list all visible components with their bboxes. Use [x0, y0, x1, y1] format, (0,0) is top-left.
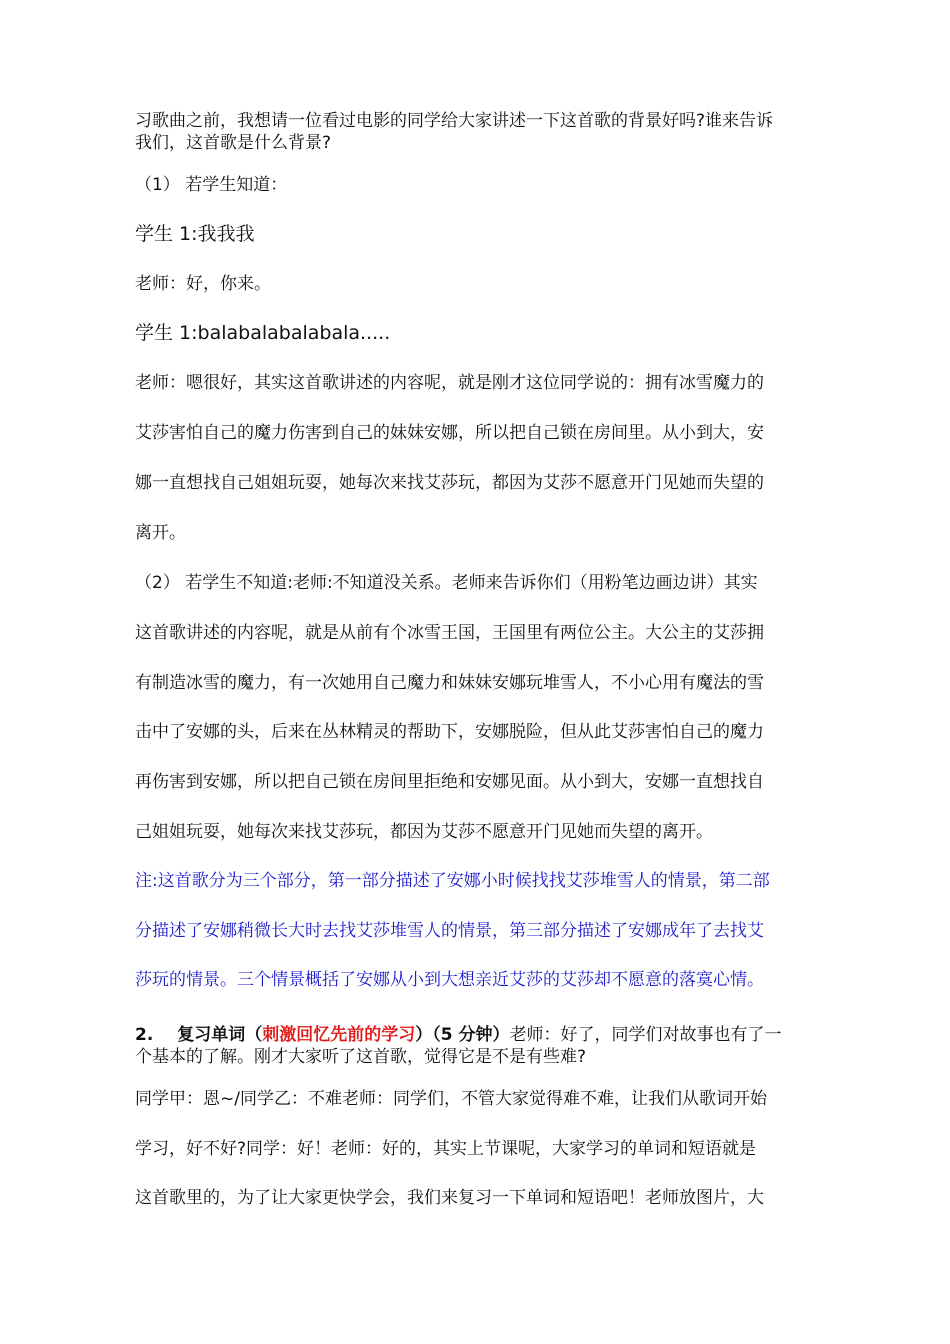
note-line: 注:这首歌分为三个部分，第一部分描述了安娜小时候找找艾莎堆雪人的情景，第二部 [135, 871, 770, 891]
intro-line-2: 我们，这首歌是什么背景? [135, 133, 332, 153]
case1-teacher-para-line: 艾莎害怕自己的魔力伤害到自己的妹妹安娜，所以把自己锁在房间里。从小到大，安 [135, 423, 764, 443]
case1-teacher-para-line: 娜一直想找自己姐姐玩耍，她每次来找艾莎玩，都因为艾莎不愿意开门见她而失望的 [135, 473, 764, 493]
case2-para-line: 再伤害到安娜，所以把自己锁在房间里拒绝和安娜见面。从小到大，安娜一直想找自 [135, 772, 764, 792]
section2-para-line: 这首歌里的，为了让大家更快学会，我们来复习一下单词和短语吧！老师放图片，大 [135, 1188, 764, 1208]
section2-para-line: 同学甲：恩~/同学乙：不难老师：同学们，不管大家觉得难不难，让我们从歌词开始 [135, 1089, 767, 1109]
section2-para-line: 学习，好不好?同学：好！老师：好的，其实上节课呢，大家学习的单词和短语就是 [135, 1139, 757, 1159]
case1-teacher-para-line: 老师：嗯很好，其实这首歌讲述的内容呢，就是刚才这位同学说的：拥有冰雪魔力的 [135, 373, 764, 393]
case1-heading: （1） 若学生知道： [135, 175, 288, 195]
section2-title-a: 复习单词（ [177, 1025, 263, 1045]
note-line: 莎玩的情景。三个情景概括了安娜从小到大想亲近艾莎的艾莎却不愿意的落寞心情。 [135, 970, 764, 990]
case1-teacher-para-line: 离开。 [135, 523, 186, 543]
section2-rest-line1: 老师：好了，同学们对故事也有了一 [509, 1025, 782, 1045]
case1-student-line: 学生 1:我我我 [135, 223, 255, 245]
case2-para-line: 己姐姐玩耍，她每次来找艾莎玩，都因为艾莎不愿意开门见她而失望的离开。 [135, 822, 713, 842]
section2-heading-line [135, 1024, 782, 1046]
section2-line-2: 个基本的了解。刚才大家听了这首歌，觉得它是不是有些难? [135, 1047, 587, 1067]
case1-student-speech: 学生 1:balabalabalabala..... [135, 322, 391, 344]
section2-number: 2. [135, 1025, 154, 1045]
case2-para-line: （2） 若学生不知道:老师:不知道没关系。老师来告诉你们（用粉笔边画边讲）其实 [135, 573, 758, 593]
case2-para-line: 这首歌讲述的内容呢，就是从前有个冰雪王国，王国里有两位公主。大公主的艾莎拥 [135, 623, 764, 643]
intro-line-1: 习歌曲之前，我想请一位看过电影的同学给大家讲述一下这首歌的背景好吗?谁来告诉 [135, 111, 774, 131]
case1-teacher-line: 老师：好，你来。 [135, 274, 271, 294]
case2-para-line: 有制造冰雪的魔力，有一次她用自己魔力和妹妹安娜玩堆雪人，不小心用有魔法的雪 [135, 673, 764, 693]
note-line: 分描述了安娜稍微长大时去找艾莎堆雪人的情景，第三部分描述了安娜成年了去找艾 [135, 921, 764, 941]
section2-title-highlight: 刺激回忆先前的学习 [262, 1025, 416, 1045]
case2-para-line: 击中了安娜的头，后来在丛林精灵的帮助下，安娜脱险，但从此艾莎害怕自己的魔力 [135, 722, 764, 742]
section2-title-b: ）（5 分钟） [415, 1025, 510, 1045]
